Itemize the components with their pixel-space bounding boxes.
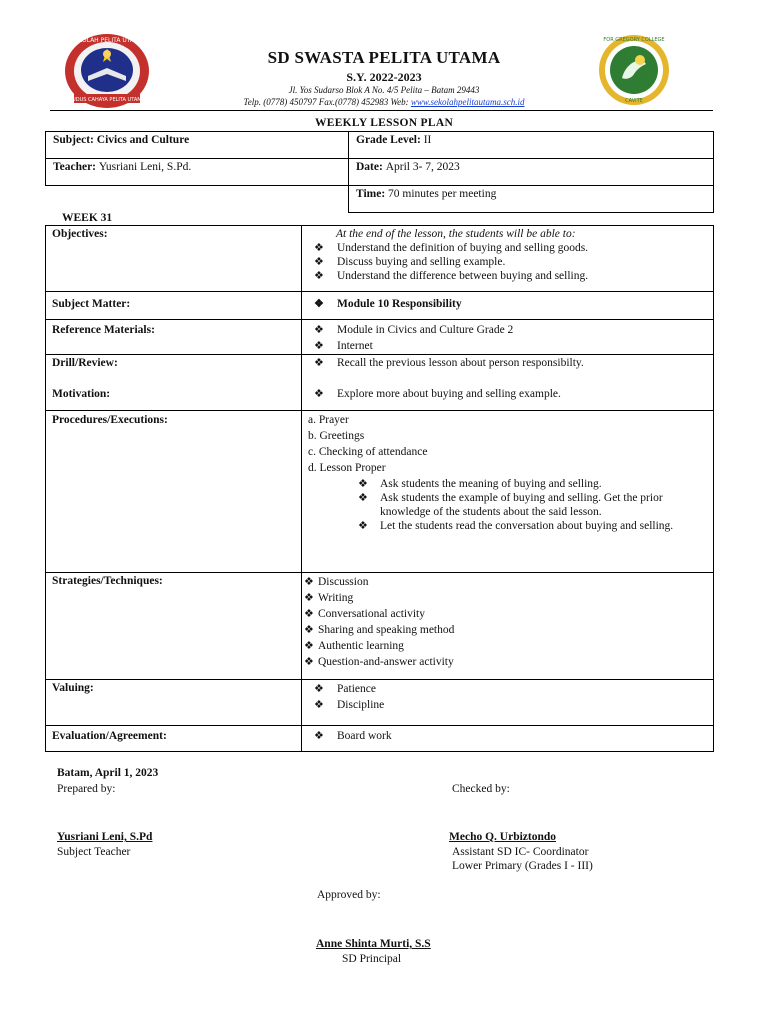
bullet-icon: ❖	[358, 478, 368, 490]
left-logo-text: SEKOLAH PELITA UTAMA	[70, 37, 144, 44]
right-logo-text: FOR GREGORY COLLEGE	[603, 37, 665, 43]
teacher-cell	[46, 159, 349, 186]
bullet-icon: ❖	[358, 492, 368, 504]
bullet-icon: ❖	[314, 242, 324, 254]
subject-label: Subject:	[53, 134, 94, 146]
empty-cell	[46, 186, 349, 213]
evaluation-content	[302, 726, 714, 752]
bullet-icon: ❖	[314, 357, 324, 369]
checker-name: Mecho Q. Urbiztondo	[449, 831, 557, 843]
strategy-item: ❖ Conversational activity	[304, 608, 425, 620]
bullet-icon: ❖	[304, 592, 314, 604]
reference-content	[302, 320, 714, 355]
procedures-content	[302, 411, 714, 573]
bullet-icon: ❖	[314, 270, 324, 282]
right-logo-bottom: CAVITE	[625, 98, 643, 104]
approved-by-label: Approved by:	[317, 889, 381, 901]
teacher-value: Yusriani Leni, S.Pd.	[98, 161, 192, 173]
header-divider	[50, 110, 713, 111]
valuing-item: ❖ Patience	[314, 683, 376, 695]
subject-value: Civics and Culture	[96, 134, 190, 146]
objectives-content	[302, 226, 714, 292]
strategy-item: ❖ Authentic learning	[304, 640, 404, 652]
procedure-step: a. Prayer	[308, 414, 349, 426]
objective-item: ❖ Understand the difference between buying and selling.	[314, 270, 589, 282]
preparer-name: Yusriani Leni, S.Pd	[57, 831, 153, 843]
procedure-step: b. Greetings	[308, 430, 365, 442]
bullet-icon: ❖	[314, 730, 324, 742]
checker-role-2: Lower Primary (Grades I - III)	[452, 860, 593, 872]
bullet-icon: ❖	[314, 324, 324, 336]
procedure-sub-item: ❖ Let the students read the conversation about buying and selling.	[358, 520, 674, 532]
school-year: S.Y. 2022-2023	[346, 70, 422, 84]
bullet-icon: ❖	[304, 656, 314, 668]
motivation-label: Motivation:	[52, 388, 111, 400]
school-address: Jl. Yos Sudarso Blok A No. 4/5 Pelita – Batam 29443	[288, 85, 480, 95]
bullet-icon: ❖	[314, 340, 324, 352]
checker-role: Assistant SD IC- Coordinator	[452, 846, 589, 858]
objectives-intro: At the end of the lesson, the students will be able to:	[336, 228, 576, 240]
procedure-sub-item: ❖ Ask students the example of buying and selling. Get the prior knowledge of the students about the said lesson.	[358, 492, 663, 518]
strategy-item: ❖ Sharing and speaking method	[304, 624, 455, 636]
checked-by-label: Checked by:	[452, 783, 510, 795]
valuing-label: Valuing:	[46, 680, 302, 726]
reference-item: ❖ Module in Civics and Culture Grade 2	[314, 324, 514, 336]
subject-cell	[46, 132, 349, 159]
school-name: SD SWASTA PELITA UTAMA	[267, 48, 501, 67]
document-title: WEEKLY LESSON PLAN	[314, 117, 454, 129]
objectives-label: Objectives:	[46, 226, 302, 292]
drill-motivation-labels	[46, 355, 302, 411]
strategy-item: ❖ Discussion	[304, 576, 369, 588]
contact-text: Telp. (0778) 450797 Fax.(0778) 452983 Web:	[243, 97, 411, 107]
grade-cell	[349, 132, 714, 159]
bullet-icon: ❖	[314, 699, 324, 711]
strategy-item: ❖ Question-and-answer activity	[304, 656, 454, 668]
valuing-item: ❖ Discipline	[314, 699, 385, 711]
procedure-step: d. Lesson Proper	[308, 462, 386, 474]
bullet-icon: ❖	[304, 624, 314, 636]
week-label: WEEK 31	[62, 212, 113, 224]
bullet-icon: ❖	[304, 640, 314, 652]
school-contact	[0, 97, 768, 107]
bullet-icon: ❖	[358, 520, 368, 532]
bullet-icon: ❖	[314, 256, 324, 268]
bullet-icon: ❖	[304, 576, 314, 588]
bullet-icon: ❖	[304, 608, 314, 620]
grade-value: II	[423, 134, 432, 146]
evaluation-item: ❖ Board work	[314, 730, 392, 742]
approver-role: SD Principal	[342, 953, 402, 965]
objective-item: ❖ Discuss buying and selling example.	[314, 256, 506, 268]
place-date: Batam, April 1, 2023	[57, 767, 159, 779]
time-label: Time:	[356, 188, 386, 200]
drill-label: Drill/Review:	[52, 357, 118, 369]
subject-matter-label: Subject Matter:	[46, 292, 302, 320]
time-value: 70 minutes per meeting	[388, 188, 497, 200]
procedure-sub-item: ❖ Ask students the meaning of buying and selling.	[358, 478, 602, 490]
website-link[interactable]: www.sekolahpelitautama.sch.id	[410, 97, 525, 107]
valuing-content	[302, 680, 714, 726]
strategies-content	[302, 573, 714, 680]
reference-item: ❖ Internet	[314, 340, 373, 352]
bullet-icon: ❖	[314, 298, 324, 310]
teacher-label: Teacher:	[53, 161, 97, 173]
objective-item: ❖ Understand the definition of buying and selling goods.	[314, 242, 589, 254]
date-value: April 3- 7, 2023	[385, 161, 460, 173]
lesson-plan-table	[45, 225, 714, 752]
prepared-by-label: Prepared by:	[57, 783, 116, 795]
approver-name: Anne Shinta Murti, S.S	[316, 938, 431, 950]
info-table	[45, 131, 714, 213]
strategy-item: ❖ Writing	[304, 592, 354, 604]
preparer-role: Subject Teacher	[57, 846, 131, 858]
reference-label: Reference Materials:	[46, 320, 302, 355]
time-cell	[349, 186, 714, 213]
bullet-icon: ❖	[314, 683, 324, 695]
date-label: Date:	[356, 161, 383, 173]
procedures-label: Procedures/Executions:	[46, 411, 302, 573]
subject-matter-content	[302, 292, 714, 320]
date-cell	[349, 159, 714, 186]
drill-item: ❖ Recall the previous lesson about person responsibilty.	[314, 357, 584, 369]
left-logo-motto: KUDUS CAHAYA PELITA UTAMA	[68, 97, 146, 103]
bullet-icon: ❖	[314, 388, 324, 400]
strategies-label: Strategies/Techniques:	[46, 573, 302, 680]
motivation-item: ❖ Explore more about buying and selling example.	[314, 388, 561, 400]
subject-matter-item: ❖ Module 10 Responsibility	[314, 298, 462, 310]
evaluation-label: Evaluation/Agreement:	[46, 726, 302, 752]
procedure-step: c. Checking of attendance	[308, 446, 428, 458]
drill-motivation-content	[302, 355, 714, 411]
grade-label: Grade Level:	[356, 134, 421, 146]
